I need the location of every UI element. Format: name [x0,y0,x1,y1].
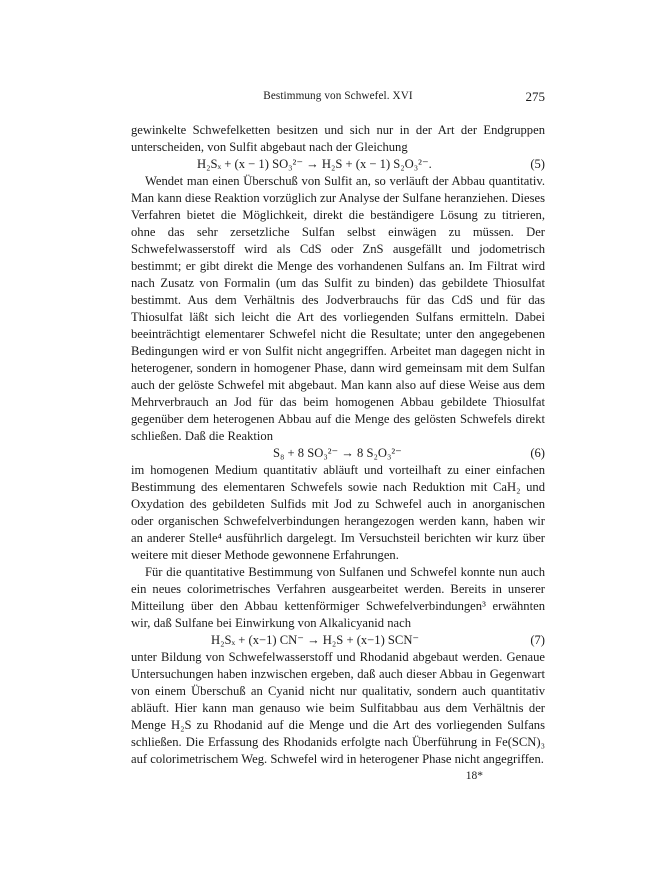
paragraph-5: unter Bildung von Schwefelwasserstoff und Rhodanid abgebaut werden. Genaue Untersuchungen haben inzwischen ergeben, daß auch dieser Abbau in Gegenwart von einem Überschuß an Cyanid nicht nur qualitativ, sondern auch quantitativ abläuft. Hier kann man genauso wie beim Sulfitabbau aus dem Verhältnis der Menge H₂S zu Rhodanid auf die Menge und die Art des vorliegenden Sulfans schließen. Die Erfassung des Rhodanids erfolgte nach Überführung in Fe(SCN)₃ auf colorimetrischem Weg. Schwefel wird in heterogener Phase nicht angegriffen. [131,650,545,766]
paragraph-4: Für die quantitative Bestimmung von Sulfanen und Schwefel konnte nun auch ein neues colorimetrisches Verfahren ausgearbeitet werden. Bereits in unserer Mitteilung über den Abbau kettenförmiger Schwefelverbindungen³ erwähnten wir, daß Sulfane bei Einwirkung von Alkalicyanid nach [131,565,545,630]
equation-7 [131,632,545,649]
equation-5-expression: H₂Sₓ + (x − 1) SO₃²⁻ → H₂S + (x − 1) S₂O₃²⁻. [197,157,432,171]
sheet-signature: 18* [465,770,483,782]
paragraph-3: im homogenen Medium quantitativ abläuft und vorteilhaft zu einer einfachen Bestimmung des elementaren Schwefels sowie nach Reduktion mit CaH₂ und Oxydation des gebildeten Sulfids mit Jod zu Schwefel auch in anorganischen oder organischen Schwefelverbindungen herangezogen werden kann, haben wir an anderer Stelle⁴ ausführlich dargelegt. Im Versuchsteil berichten wir kurz über weitere mit dieser Methode gewonnene Erfahrungen. [131,463,545,562]
equation-5-number: (5) [530,157,545,171]
equation-6 [131,445,545,462]
equation-5 [131,156,545,173]
paragraph-2: Wendet man einen Überschuß von Sulfit an, so verläuft der Abbau quantitativ. Man kann diese Reaktion vorzüglich zur Analyse der Sulfane heranziehen. Dieses Verfahren bietet die Möglichkeit, direkt die beständigere Lösung zu titrieren, ohne das sehr zersetzliche Sulfan selbst einwägen zu müssen. Der Schwefelwasserstoff wird als CdS oder ZnS ausgefällt und jodometrisch bestimmt; er gibt direkt die Menge des vorhandenen Sulfans an. Im Filtrat wird nach Zusatz von Formalin (um das Sulfit zu binden) das gebildete Thiosulfat bestimmt. Aus dem Verhältnis des Jodverbrauchs für das CdS und für das Thiosulfat läßt sich leicht die Art des vorliegenden Sulfans ermitteln. Dabei beeinträchtigt elementarer Schwefel nicht die Resultate; unter den angegebenen Bedingungen wird er von Sulfit nicht angegriffen. Arbeitet man dagegen nicht in heterogener, sondern in homogener Phase, dann wird gemeinsam mit dem Sulfan auch der gelöste Schwefel mit abgebaut. Man kann also auf diese Weise aus dem Mehrverbrauch an Jod für das beim homogenen Abbau gebildete Thiosulfat gegenüber dem heterogenen Abbau auf die Menge des gelösten Schwefels direkt schließen. Daß die Reaktion [131,174,545,443]
page-number: 275 [525,89,545,104]
page [131,90,545,782]
equation-7-number: (7) [530,633,545,647]
equation-6-expression: S₈ + 8 SO₃²⁻ → 8 S₂O₃²⁻ [273,446,402,460]
paragraph-1: gewinkelte Schwefelketten besitzen und sich nur in der Art der Endgruppen unterscheiden, von Sulfit abgebaut nach der Gleichung [131,123,545,154]
article-body [131,122,545,768]
equation-6-number: (6) [530,446,545,460]
running-header [131,90,545,110]
equation-7-expression: H₂Sₓ + (x−1) CN⁻ → H₂S + (x−1) SCN⁻ [211,633,420,647]
running-title: Bestimmung von Schwefel. XVI [263,90,413,102]
